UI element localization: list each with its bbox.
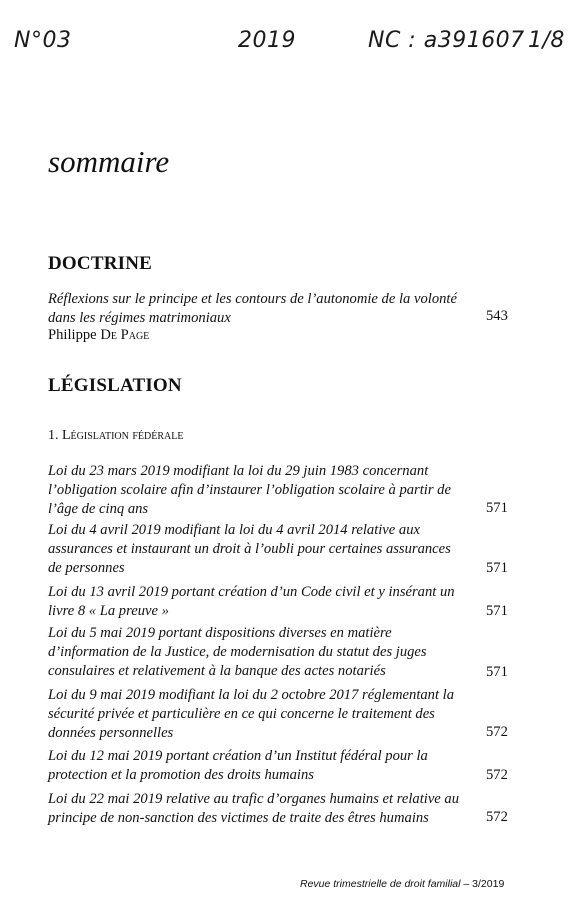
handwritten-year: 2019 (238, 28, 296, 53)
page-title: sommaire (48, 144, 170, 179)
legislation-entry: Loi du 23 mars 2019 modifiant la loi du 29 juin 1983 concernant l’obligation scolaire afin d’instaurer l’obligation scolaire à partir de l’âge de cinq ans (48, 463, 451, 517)
doctrine-entry-page: 543 (486, 308, 508, 324)
handwritten-nc: NC : a391607 (368, 28, 525, 53)
legislation-entry: Loi du 9 mai 2019 modifiant la loi du 2 octobre 2017 réglementant la sécurité privée et particulière en ce qui concerne le traitement des données personnelles (48, 687, 455, 741)
legislation-entry-page: 571 (486, 560, 508, 576)
legislation-entry: Loi du 22 mai 2019 relative au trafic d’organes humains et relative au principe de non-sanction des victimes de traite des êtres humains (48, 791, 460, 826)
legislation-entry: Loi du 5 mai 2019 portant dispositions diverses en matière d’information de la Justice, de modernisation du statut des juges consulaires et relativement à la banque des actes notariés (48, 625, 427, 679)
footer-journal (300, 878, 504, 890)
legislation-subsection: 1. Législation fédérale (48, 428, 184, 443)
handwritten-page: 1/8 (528, 28, 565, 53)
doctrine-entry-title: Réflexions sur le principe et les contours de l’autonomie de la volonté dans les régimes matrimoniaux (48, 291, 457, 326)
legislation-entry-page: 572 (486, 724, 508, 740)
handwritten-number: N°03 (14, 28, 72, 53)
doctrine-entry-author: Philippe De Page (48, 327, 150, 343)
legislation-heading: LÉGISLATION (48, 375, 182, 396)
legislation-entry: Loi du 12 mai 2019 portant création d’un Institut fédéral pour la protection et la promotion des droits humains (48, 748, 428, 783)
legislation-entry-page: 572 (486, 809, 508, 825)
footer-journal-name: Revue trimestrielle de droit familial (300, 878, 461, 890)
footer-issue: – 3/2019 (463, 878, 505, 890)
legislation-entry-page: 572 (486, 767, 508, 783)
legislation-entry: Loi du 4 avril 2019 modifiant la loi du 4 avril 2014 relative aux assurances et instaurant un droit à l’oubli pour certaines assurances de personnes (48, 522, 451, 576)
legislation-entry: Loi du 13 avril 2019 portant création d’un Code civil et y insérant un livre 8 « La preuve » (48, 584, 455, 619)
doctrine-heading: DOCTRINE (48, 253, 153, 274)
legislation-entry-page: 571 (486, 664, 508, 680)
legislation-entry-page: 571 (486, 603, 508, 619)
legislation-entry-page: 571 (486, 500, 508, 516)
